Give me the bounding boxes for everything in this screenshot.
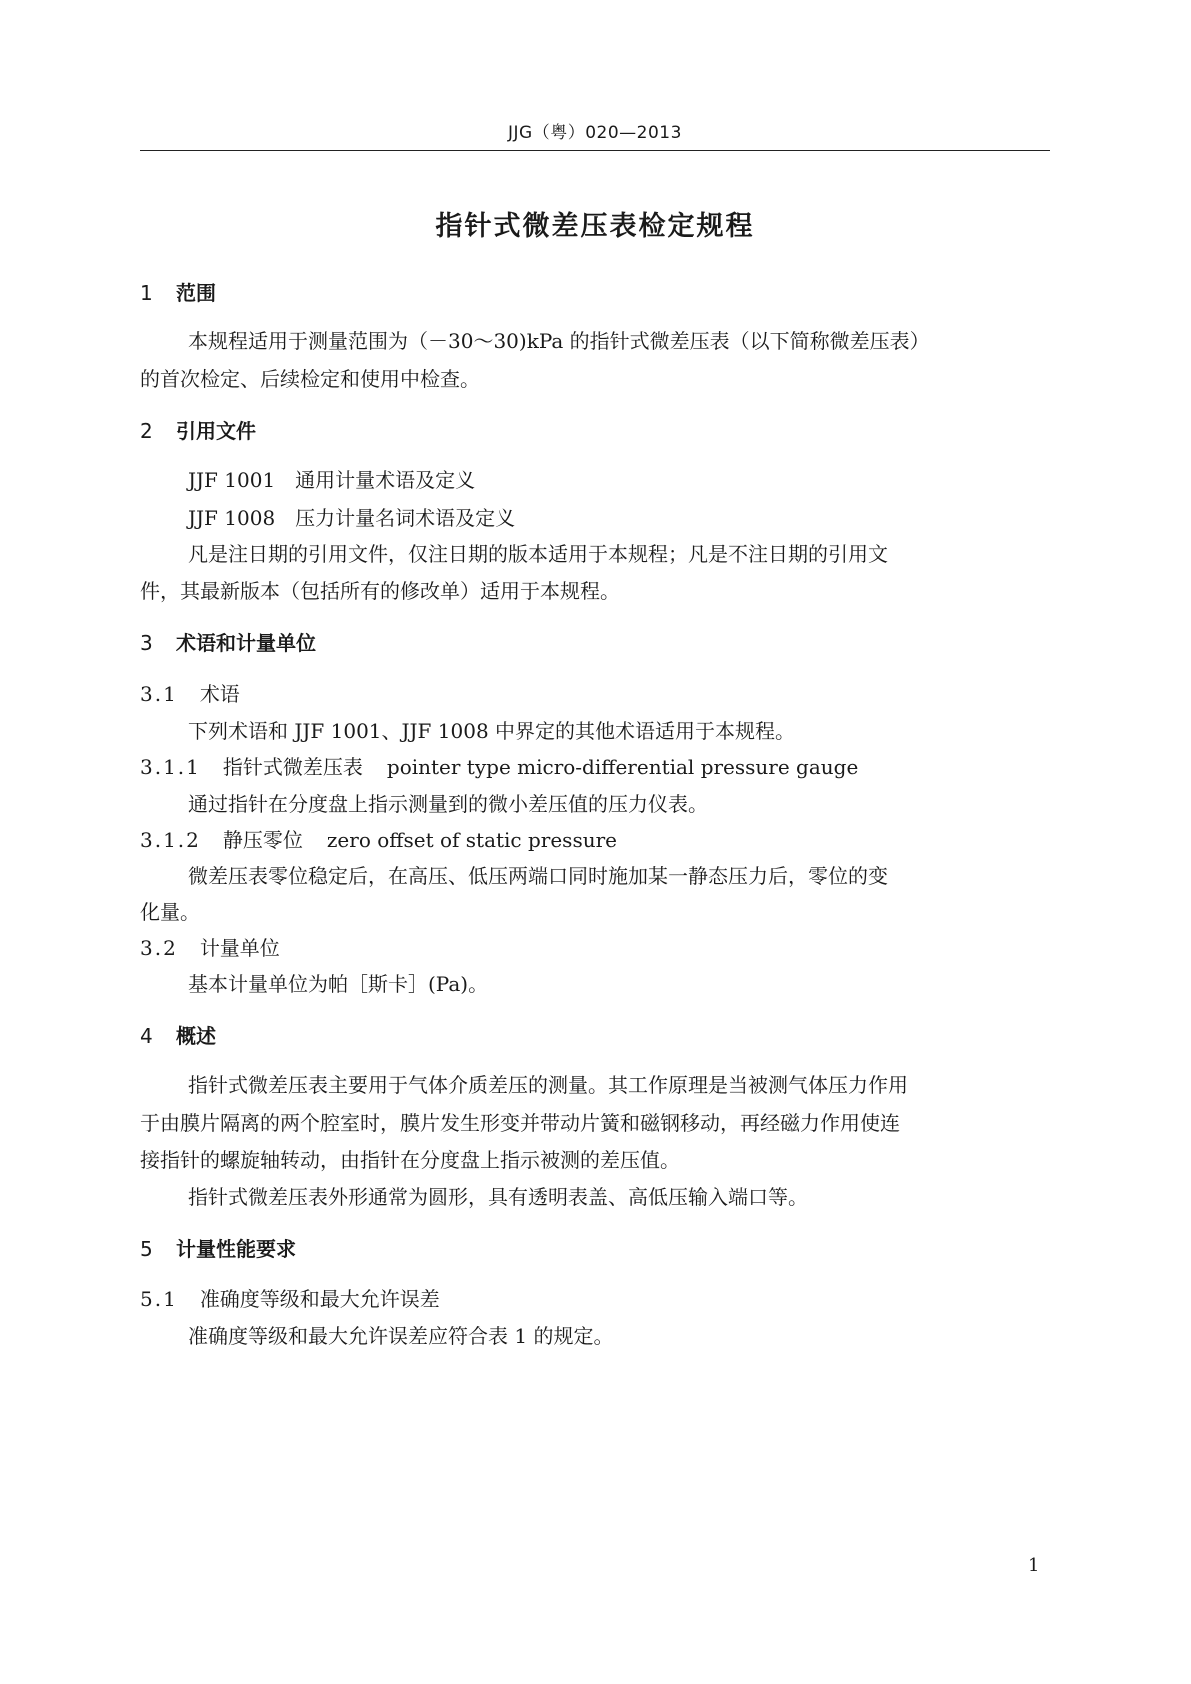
subsection-title: 准确度等级和最大允许误差 <box>199 1287 440 1311</box>
section-4-heading <box>140 1021 1058 1051</box>
term-chinese: 静压零位 <box>222 828 303 852</box>
section-number: 4 <box>140 1024 153 1048</box>
section-4-paragraph-2: 指针式微差压表外形通常为圆形，具有透明表盖、高低压输入端口等。 <box>188 1185 808 1209</box>
section-number: 1 <box>140 281 153 305</box>
term-3-1-1-heading <box>140 752 1058 782</box>
subsection-number: 3.1 <box>140 682 178 706</box>
term-english: pointer type micro-differential pressure gauge <box>386 755 859 779</box>
subsection-3-1-text: 下列术语和 JJF 1001、JJF 1008 中界定的其他术语适用于本规程。 <box>188 719 796 743</box>
subsection-5-1-heading <box>140 1284 1058 1314</box>
section-number: 2 <box>140 419 153 443</box>
section-4-paragraph-1-line-3: 接指针的螺旋轴转动，由指针在分度盘上指示被测的差压值。 <box>140 1148 680 1172</box>
section-1-paragraph-line-2: 的首次检定、后续检定和使用中检查。 <box>140 367 480 391</box>
term-3-1-1-definition: 通过指针在分度盘上指示测量到的微小差压值的压力仪表。 <box>188 792 708 816</box>
section-title: 范围 <box>176 281 216 305</box>
section-title: 引用文件 <box>176 419 256 443</box>
subsection-number: 3.2 <box>140 936 178 960</box>
section-title: 术语和计量单位 <box>176 631 316 655</box>
section-1-heading <box>140 278 1058 308</box>
section-2-heading <box>140 416 1058 446</box>
subsection-3-1-heading <box>140 679 1058 709</box>
term-number: 3.1.1 <box>140 755 201 779</box>
page-number: 1 <box>1028 1555 1040 1576</box>
reference-jjf-1008: JJF 1008 压力计量名词术语及定义 <box>188 506 516 530</box>
document-title: 指针式微差压表检定规程 <box>435 211 755 242</box>
term-3-1-2-heading <box>140 825 1058 855</box>
section-3-heading <box>140 628 1058 658</box>
subsection-5-1-text: 准确度等级和最大允许误差应符合表 1 的规定。 <box>188 1324 614 1348</box>
section-2-paragraph-line-2: 件，其最新版本（包括所有的修改单）适用于本规程。 <box>140 579 620 603</box>
subsection-number: 5.1 <box>140 1287 178 1311</box>
term-3-1-2-definition-line-2: 化量。 <box>140 900 200 924</box>
term-chinese: 指针式微差压表 <box>222 755 363 779</box>
term-number: 3.1.2 <box>140 828 201 852</box>
section-title: 计量性能要求 <box>176 1237 296 1261</box>
section-4-paragraph-1-line-1: 指针式微差压表主要用于气体介质差压的测量。其工作原理是当被测气体压力作用 <box>188 1073 908 1097</box>
subsection-3-2-text: 基本计量单位为帕［斯卡］(Pa)。 <box>188 972 489 996</box>
section-1-paragraph-line-1: 本规程适用于测量范围为（－30～30)kPa 的指针式微差压表（以下简称微差压表） <box>188 329 930 353</box>
section-5-heading <box>140 1234 1058 1264</box>
reference-jjf-1001: JJF 1001 通用计量术语及定义 <box>188 468 476 492</box>
subsection-title: 术语 <box>199 682 240 706</box>
term-english: zero offset of static pressure <box>326 828 617 852</box>
header-rule <box>140 150 1050 151</box>
section-2-paragraph-line-1: 凡是注日期的引用文件，仅注日期的版本适用于本规程；凡是不注日期的引用文 <box>188 542 888 566</box>
term-3-1-2-definition-line-1: 微差压表零位稳定后，在高压、低压两端口同时施加某一静态压力后，零位的变 <box>188 864 888 888</box>
subsection-title: 计量单位 <box>199 936 280 960</box>
section-title: 概述 <box>176 1024 216 1048</box>
section-number: 5 <box>140 1237 153 1261</box>
subsection-3-2-heading <box>140 933 1058 963</box>
section-4-paragraph-1-line-2: 于由膜片隔离的两个腔室时，膜片发生形变并带动片簧和磁钢移动，再经磁力作用使连 <box>140 1111 900 1135</box>
running-header: JJG（粤）020—2013 <box>508 123 682 143</box>
section-number: 3 <box>140 631 153 655</box>
